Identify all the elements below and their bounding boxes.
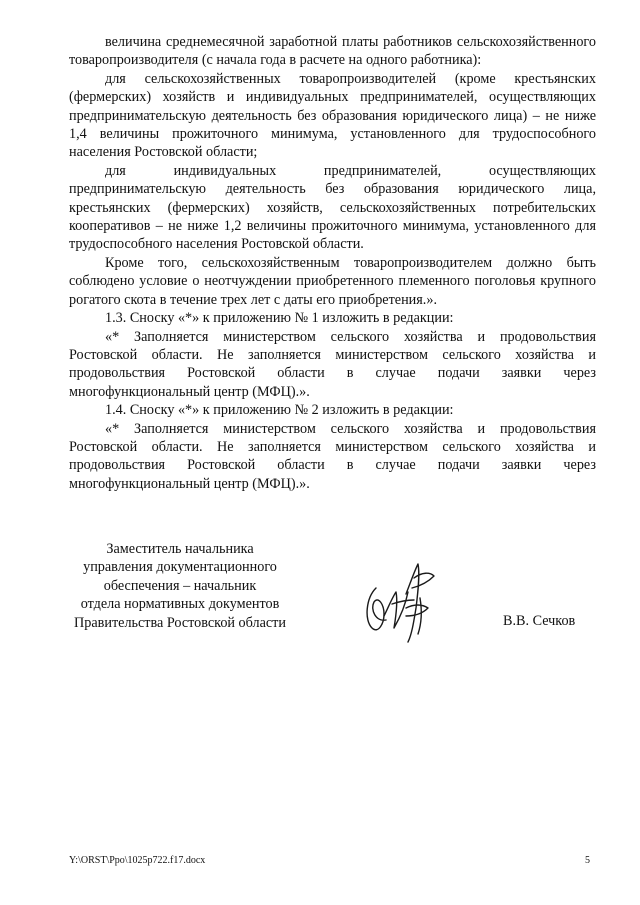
paragraph-footnote-appendix-1: «* Заполняется министерством сельского хозяйства и продовольствия Ростовской области. Не заполняется министерством сельского хозяйства и продовольствия Ростовской области в случае подачи заявки через многофункциональный центр (МФЦ).». xyxy=(69,328,596,400)
signatory-title-line: Правительства Ростовской области xyxy=(74,614,286,631)
signatory-title-line: отдела нормативных документов xyxy=(80,596,280,613)
paragraph-item-1-4: 1.4. Сноску «*» к приложению № 2 изложить в редакции: xyxy=(105,402,454,419)
signer-name: В.В. Сечков xyxy=(503,613,576,629)
handwritten-signature xyxy=(362,558,438,646)
document-body xyxy=(69,33,596,493)
signatory-title-line: Заместитель начальника xyxy=(106,541,254,557)
signatory-title-line: управления документационного xyxy=(83,559,277,576)
paragraph-livestock-condition: Кроме того, сельскохозяйственным товаропроизводителем должно быть соблюдено условие о неотчуждении приобретенного племенного поголовья крупного рогатого скота в течение трех лет с даты его приобретения.». xyxy=(69,254,596,308)
signatory-title xyxy=(60,540,300,632)
paragraph-item-1-3: 1.3. Сноску «*» к приложению № 1 изложить в редакции: xyxy=(105,310,454,327)
paragraph-average-salary: величина среднемесячной заработной платы работников сельскохозяйственного товаропроизводителя (с начала года в расчете на одного работника): xyxy=(69,34,596,69)
paragraph-producers-condition: для сельскохозяйственных товаропроизводителей (кроме крестьянских (фермерских) хозяйств и индивидуальных предпринимателей, осуществляющих предпринимательскую деятельность без образования юридического лица) – не ниже 1,4 величины прожиточного минимума, установленного для трудоспособного населения Ростовской области; xyxy=(69,70,596,161)
paragraph-entrepreneurs-condition: для индивидуальных предпринимателей, осуществляющих предпринимательскую деятельность без образования юридического лица, крестьянских (фермерских) хозяйств, сельскохозяйственных потребительских кооперативов – не ниже 1,2 величины прожиточного минимума, установленного для трудоспособного населения Ростовской области. xyxy=(69,162,596,253)
paragraph-footnote-appendix-2: «* Заполняется министерством сельского хозяйства и продовольствия Ростовской области. Не заполняется министерством сельского хозяйства и продовольствия Ростовской области в случае подачи заявки через многофункциональный центр (МФЦ).». xyxy=(69,420,596,492)
page-number: 5 xyxy=(585,855,590,866)
footer-file-path: Y:\ORST\Ppo\1025p722.f17.docx xyxy=(69,855,206,866)
signatory-title-line: обеспечения – начальник xyxy=(103,577,257,594)
